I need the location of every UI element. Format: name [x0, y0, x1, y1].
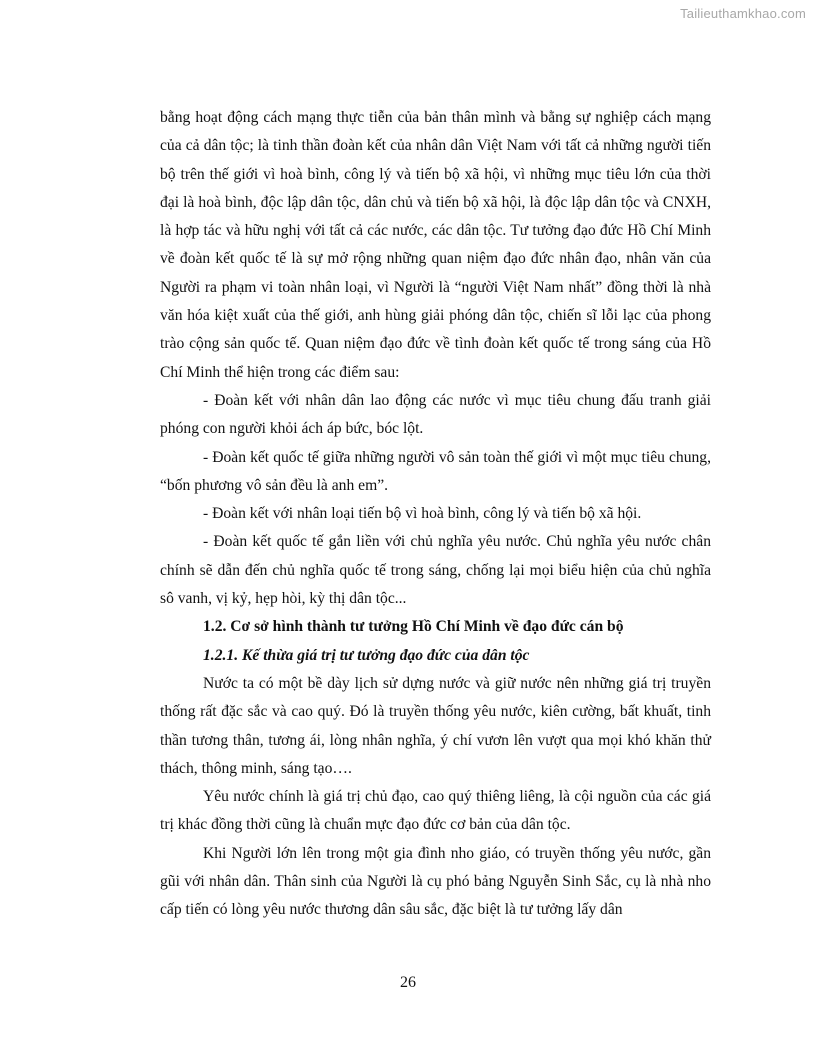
paragraph: Nước ta có một bề dày lịch sử dựng nước và giữ nước nên những giá trị truyền thống rất đặc sắc và cao quý. Đó là truyền thống yêu nước, kiên cường, bất khuất, tinh thần tương thân, tương ái, lòng nhân nghĩa, ý chí vươn lên vượt qua mọi khó khăn thử thách, thông minh, sáng tạo…. — [160, 674, 711, 777]
bullet-item: - Đoàn kết với nhân loại tiến bộ vì hoà bình, công lý và tiến bộ xã hội. — [203, 505, 642, 523]
document-body — [160, 104, 711, 925]
paragraph: bằng hoạt động cách mạng thực tiễn của bản thân mình và bằng sự nghiệp cách mạng của cả dân tộc; là tinh thần đoàn kết của nhân dân Việt Nam với tất cả những người tiến bộ trên thế giới vì hoà bình, công lý và tiến bộ xã hội, vì những mục tiêu lớn của thời đại là hoà bình, độc lập dân tộc, dân chủ và tiến bộ xã hội, là độc lập dân tộc và CNXH, là hợp tác và hữu nghị với tất cả các nước, các dân tộc. Tư tưởng đạo đức Hồ Chí Minh về đoàn kết quốc tế là sự mở rộng những quan niệm đạo đức nhân đạo, nhân văn của Người ra phạm vi toàn nhân loại, vì Người là “người Việt Nam nhất” đồng thời là nhà văn hóa kiệt xuất của thế giới, anh hùng giải phóng dân tộc, chiến sĩ lỗi lạc của phong trào cộng sản quốc tế. Quan niệm đạo đức về tình đoàn kết quốc tế trong sáng của Hồ Chí Minh thể hiện trong các điểm sau: — [160, 109, 711, 381]
bullet-item: - Đoàn kết quốc tế gắn liền với chủ nghĩa yêu nước. Chủ nghĩa yêu nước chân chính sẽ dẫn đến chủ nghĩa quốc tế trong sáng, chống lại mọi biểu hiện của chủ nghĩa sô vanh, vị kỷ, hẹp hòi, kỳ thị dân tộc... — [160, 533, 711, 608]
section-heading: 1.2. Cơ sở hình thành tư tưởng Hồ Chí Minh về đạo đức cán bộ — [203, 618, 624, 636]
subsection-heading: 1.2.1. Kế thừa giá trị tư tưởng đạo đức của dân tộc — [203, 646, 530, 664]
paragraph: Khi Người lớn lên trong một gia đình nho giáo, có truyền thống yêu nước, gần gũi với nhân dân. Thân sinh của Người là cụ phó bảng Nguyễn Sinh Sắc, cụ là nhà nho cấp tiến có lòng yêu nước thương dân sâu sắc, đặc biệt là tư tưởng lấy dân — [160, 844, 711, 919]
paragraph: Yêu nước chính là giá trị chủ đạo, cao quý thiêng liêng, là cội nguồn của các giá trị khác đồng thời cũng là chuẩn mực đạo đức cơ bản của dân tộc. — [160, 788, 711, 834]
bullet-item: - Đoàn kết quốc tế giữa những người vô sản toàn thế giới vì một mục tiêu chung, “bốn phương vô sản đều là anh em”. — [160, 448, 711, 494]
bullet-item: - Đoàn kết với nhân dân lao động các nước vì mục tiêu chung đấu tranh giải phóng con người khỏi ách áp bức, bóc lột. — [160, 391, 711, 438]
watermark: Tailieuthamkhao.com — [680, 6, 806, 21]
page-number: 26 — [400, 974, 416, 991]
